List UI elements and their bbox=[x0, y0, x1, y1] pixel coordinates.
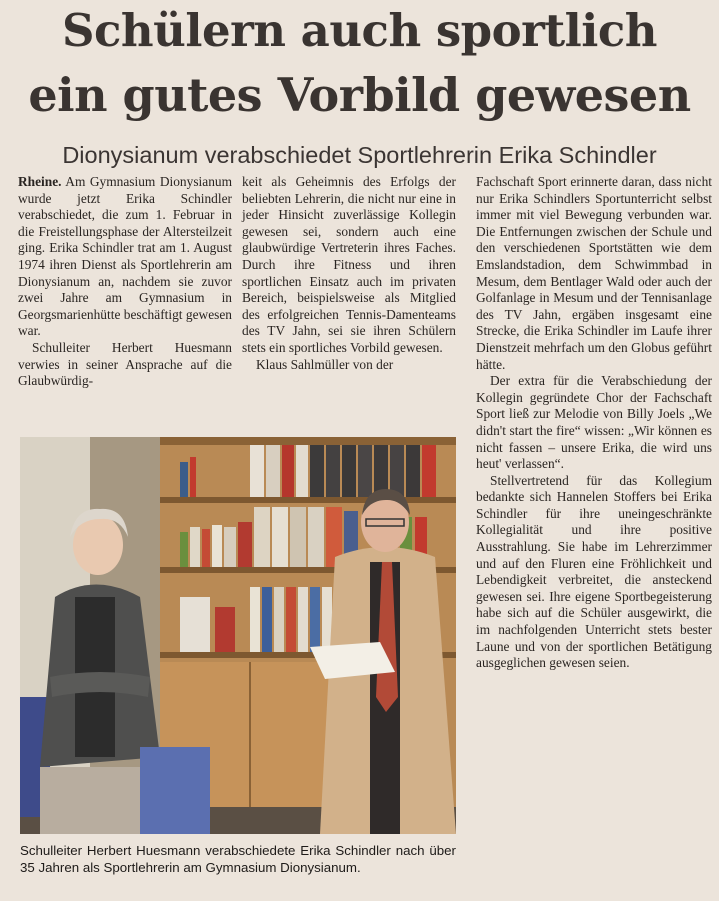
paragraph-5: Fachschaft Sport erinnerte daran, dass nicht nur Erika Schindlers Sportunterricht selbst immer mit viel Bewegung verbunden war. Die Entfernungen zwischen der Schule und den verschiedenen Sportstätten wie dem Emslandstadion, dem Schwimmbad in Mesum, dem Bentlager Wald oder auch der Golfanlage in Mesum und der Tennisanlage des TV Jahn, ergäben insgesamt eine Strecke, die Erika Schindler im Laufe ihrer Dienstzeit mehrfach um den Globus geführt hätte. bbox=[476, 174, 712, 372]
photo-illustration bbox=[20, 437, 456, 834]
subheadline: Dionysianum verabschiedet Sportlehrerin Erika Schindler bbox=[62, 142, 657, 168]
article-column-3 bbox=[476, 174, 712, 672]
article-column-2 bbox=[242, 174, 456, 373]
paragraph-6: Der extra für die Verabschiedung der Kollegin gegründete Chor der Fachschaft Sport ließ zur Melodie von Billy Joels „We didn't start the fire“ wissen: „Wir können es nicht fassen – unsere Erika, die wird uns heut' verlassen“. bbox=[476, 373, 712, 472]
paragraph-7: Stellvertretend für das Kollegium bedankte sich Hannelen Stoffers bei Erika Schindler für ihre uneingeschränkte Kollegialität und ihre positive Ausstrahlung. Sie habe im Lehrerzimmer und auf den Fluren eine Fröhlichkeit und Lebendigkeit verbreitet, die ansteckend gewesen sei. Ihre eigene Sportbegeisterung habe sich auf die Schüler ausgewirkt, die im nachfolgenden Unterricht stets bester Laune und von der sportlichen Betätigung ausgeglichen gewesen seien. bbox=[476, 472, 712, 671]
dateline: Rheine. bbox=[18, 174, 62, 189]
article-column-1 bbox=[18, 174, 232, 390]
paragraph-4: Klaus Sahlmüller von der bbox=[256, 356, 394, 372]
paragraph-3: keit als Geheimnis des Erfolgs der beliebten Lehrerin, die nicht nur eine in jeder Hinsicht zuverlässige Kollegin gewesen sei, sondern auch eine glaubwürdige Vertreterin ihres Faches. Durch ihre Fitness und ihren sportlichen Einsatz auch im privaten Bereich, beispielsweise als Mitglied des erfolgreichen Tennis-Damenteams des TV Jahn, sei sie ihren Schülern stets ein sportliches Vorbild gewesen. bbox=[242, 174, 456, 355]
paragraph-1 bbox=[18, 174, 232, 340]
photo-caption: Schulleiter Herbert Huesmann verabschiedete Erika Schindler nach über 35 Jahren als Sportlehrerin am Gymnasium Dionysianum. bbox=[20, 843, 456, 875]
paragraph-2: Schulleiter Herbert Huesmann verwies in seiner Ansprache auf die Glaubwürdig- bbox=[18, 339, 232, 389]
article-photo bbox=[20, 437, 456, 834]
paragraph-1-text: Am Gymnasium Dionysianum wurde jetzt Erika Schindler verabschiedet, die zum 1. Februar in die Freistellungsphase der Altersteilzeit ging. Erika Schindler trat am 1. August 1974 ihren Dienst als Sportlehrerin am Dionysianum an, nachdem sie zuvor zwei Jahre am Gymnasium in Georgsmarienhütte beschäftigt gewesen war. bbox=[18, 174, 233, 339]
headline-line-1: Schülern auch sportlich bbox=[62, 4, 657, 57]
headline-line-2: ein gutes Vorbild gewesen bbox=[28, 68, 691, 122]
